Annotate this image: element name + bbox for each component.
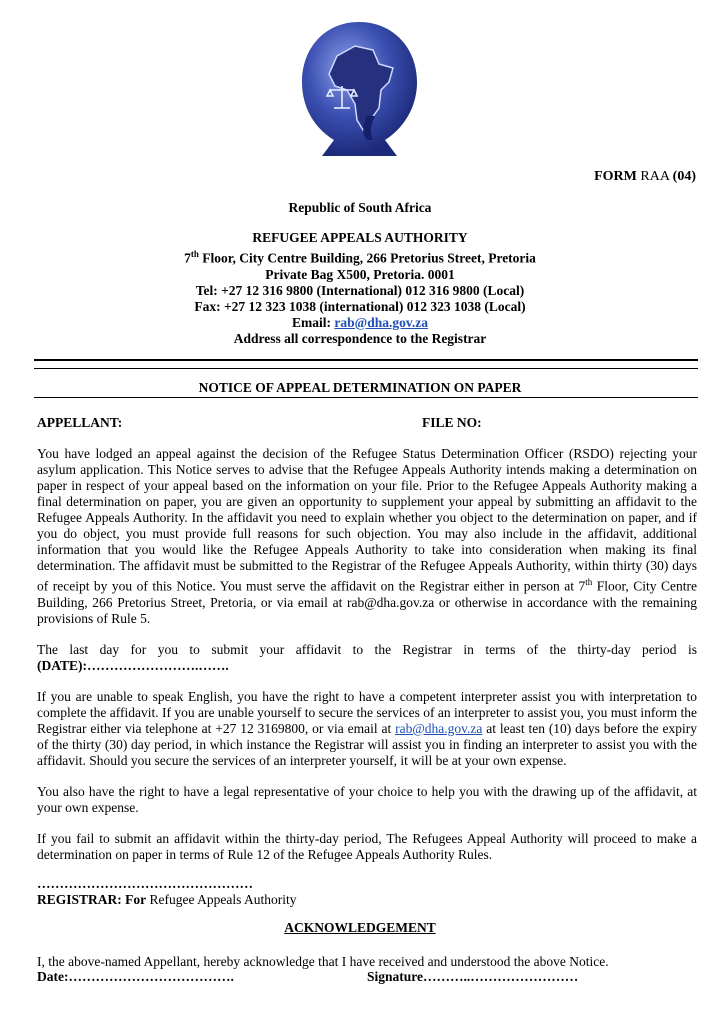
paragraph-2-text: The last day for you to submit your affidavit to the Registrar in terms of the thirty-day period is bbox=[37, 641, 697, 657]
email-link[interactable]: rab@dha.gov.za bbox=[334, 314, 428, 330]
paragraph-5: If you fail to submit an affidavit within the thirty-day period, The Refugees Appeal Authority will proceed to make a determination on paper in terms of Rule 12 of the Refugee Appeals Authority Rules. bbox=[37, 830, 697, 862]
paragraph-2 bbox=[37, 642, 697, 674]
letterhead bbox=[0, 200, 720, 347]
email-link[interactable]: rab@dha.gov.za bbox=[395, 720, 483, 736]
form-code-number: (04) bbox=[672, 169, 696, 184]
notice-body bbox=[37, 446, 697, 878]
postal-address: Private Bag X500, Pretoria. 0001 bbox=[265, 266, 455, 282]
email-label: Email: bbox=[292, 314, 335, 330]
acknowledgement-fields bbox=[37, 969, 697, 985]
fax: Fax: +27 12 323 1038 (international) 012 323 1038 (Local) bbox=[194, 298, 526, 314]
floor-suffix: th bbox=[585, 577, 593, 587]
header-rule-thin bbox=[34, 368, 698, 369]
for-label: For bbox=[121, 892, 147, 907]
registrar-line bbox=[37, 892, 297, 908]
acknowledgement-text: I, the above-named Appellant, hereby acknowledge that I have received and understood the above Notice. bbox=[37, 954, 609, 969]
form-number bbox=[594, 169, 696, 185]
paragraph-3 bbox=[37, 689, 697, 769]
form-code: RAA bbox=[640, 169, 670, 184]
paragraph-1-text: You have lodged an appeal against the decision of the Refugee Status Determination Officer (RSDO) rejecting your asylum application. This Notice serves to advise that the Refugee Appeals Authority intends making a determination on paper in respect of your appeal based on the information on your file. Prior to the Refugee Appeals Authority making a final determination on paper, you are given an opportunity to supplement your appeal by submitting an affidavit to the Refugee Appeals Authority. In the affidavit you need to explain whether you object to the determination on paper, and if you do object, you must provide full reasons for such objection. You may also include in the affidavit, additional information that you would like the Refugee Appeals Authority to take into consideration when making its final determination. The affidavit must be submitted to the Registrar of the Refugee Appeals Authority, within thirty (30) days of receipt by you of this Notice. You must serve the affidavit on the Registrar either in person at 7 bbox=[37, 446, 697, 594]
registrar-signature-block bbox=[37, 876, 297, 908]
email-line bbox=[0, 315, 720, 331]
paragraph-4: You also have the right to have a legal representative of your choice to help you with the drawing up of the affidavit, at your own expense. bbox=[37, 783, 697, 815]
floor-suffix: th bbox=[190, 249, 199, 259]
correspondence-note: Address all correspondence to the Registrar bbox=[233, 330, 487, 346]
case-labels bbox=[37, 415, 697, 431]
africa-scales-globe-logo bbox=[297, 16, 422, 158]
paragraph-3-text: If you are unable to speak English, you have the right to have a competent interpreter assist you with interpretation to complete the affidavit. If you are unable yourself to secure the services of an interpreter to assist you, you must inform the Registrar either via telephone at +27 12 3169800, or via email at bbox=[37, 688, 697, 736]
registrar-authority: Refugee Appeals Authority bbox=[146, 892, 297, 907]
paragraph-1-text-cont: Floor, City Centre Building, 266 Pretorius Street, Pretoria, or via email at rab@dha.gov.za or otherwise in accordance with the remaining provisions of Rule 5. bbox=[37, 578, 697, 626]
country-name: Republic of South Africa bbox=[288, 200, 432, 215]
street-address bbox=[0, 246, 720, 267]
notice-title: NOTICE OF APPEAL DETERMINATION ON PAPER bbox=[198, 380, 522, 395]
form-label: FORM bbox=[594, 169, 637, 184]
header-rule-thick bbox=[34, 359, 698, 361]
address-rest: Floor, City Centre Building, 266 Pretorius Street, Pretoria bbox=[198, 250, 536, 266]
paragraph-1 bbox=[37, 446, 697, 627]
acknowledgement-section bbox=[37, 954, 697, 985]
floor-number: 7 bbox=[184, 250, 191, 266]
date-blank: (DATE):…………………….……. bbox=[37, 657, 229, 673]
registrar-label: REGISTRAR: bbox=[37, 892, 122, 907]
title-rule bbox=[34, 397, 698, 398]
acknowledgement-title: ACKNOWLEDGEMENT bbox=[284, 920, 436, 935]
authority-name: REFUGEE APPEALS AUTHORITY bbox=[252, 230, 468, 245]
signature-line: ………………………………………… bbox=[37, 876, 253, 891]
telephone: Tel: +27 12 316 9800 (International) 012 316 9800 (Local) bbox=[195, 282, 525, 298]
file-no-label: FILE NO: bbox=[422, 415, 482, 430]
paragraph-3-text-cont: at least ten (10) days before the expiry of the thirty (30) day period, in which instance the Registrar will assist you in finding an interpreter to assist you with the affidavit. Should you secure the services of an interpreter yourself, it will be at your own expense. bbox=[37, 720, 697, 768]
signature-field[interactable]: Signature………..…………………… bbox=[367, 969, 579, 984]
appellant-label: APPELLANT: bbox=[37, 415, 123, 430]
date-field[interactable]: Date:………………………………. bbox=[37, 969, 234, 984]
